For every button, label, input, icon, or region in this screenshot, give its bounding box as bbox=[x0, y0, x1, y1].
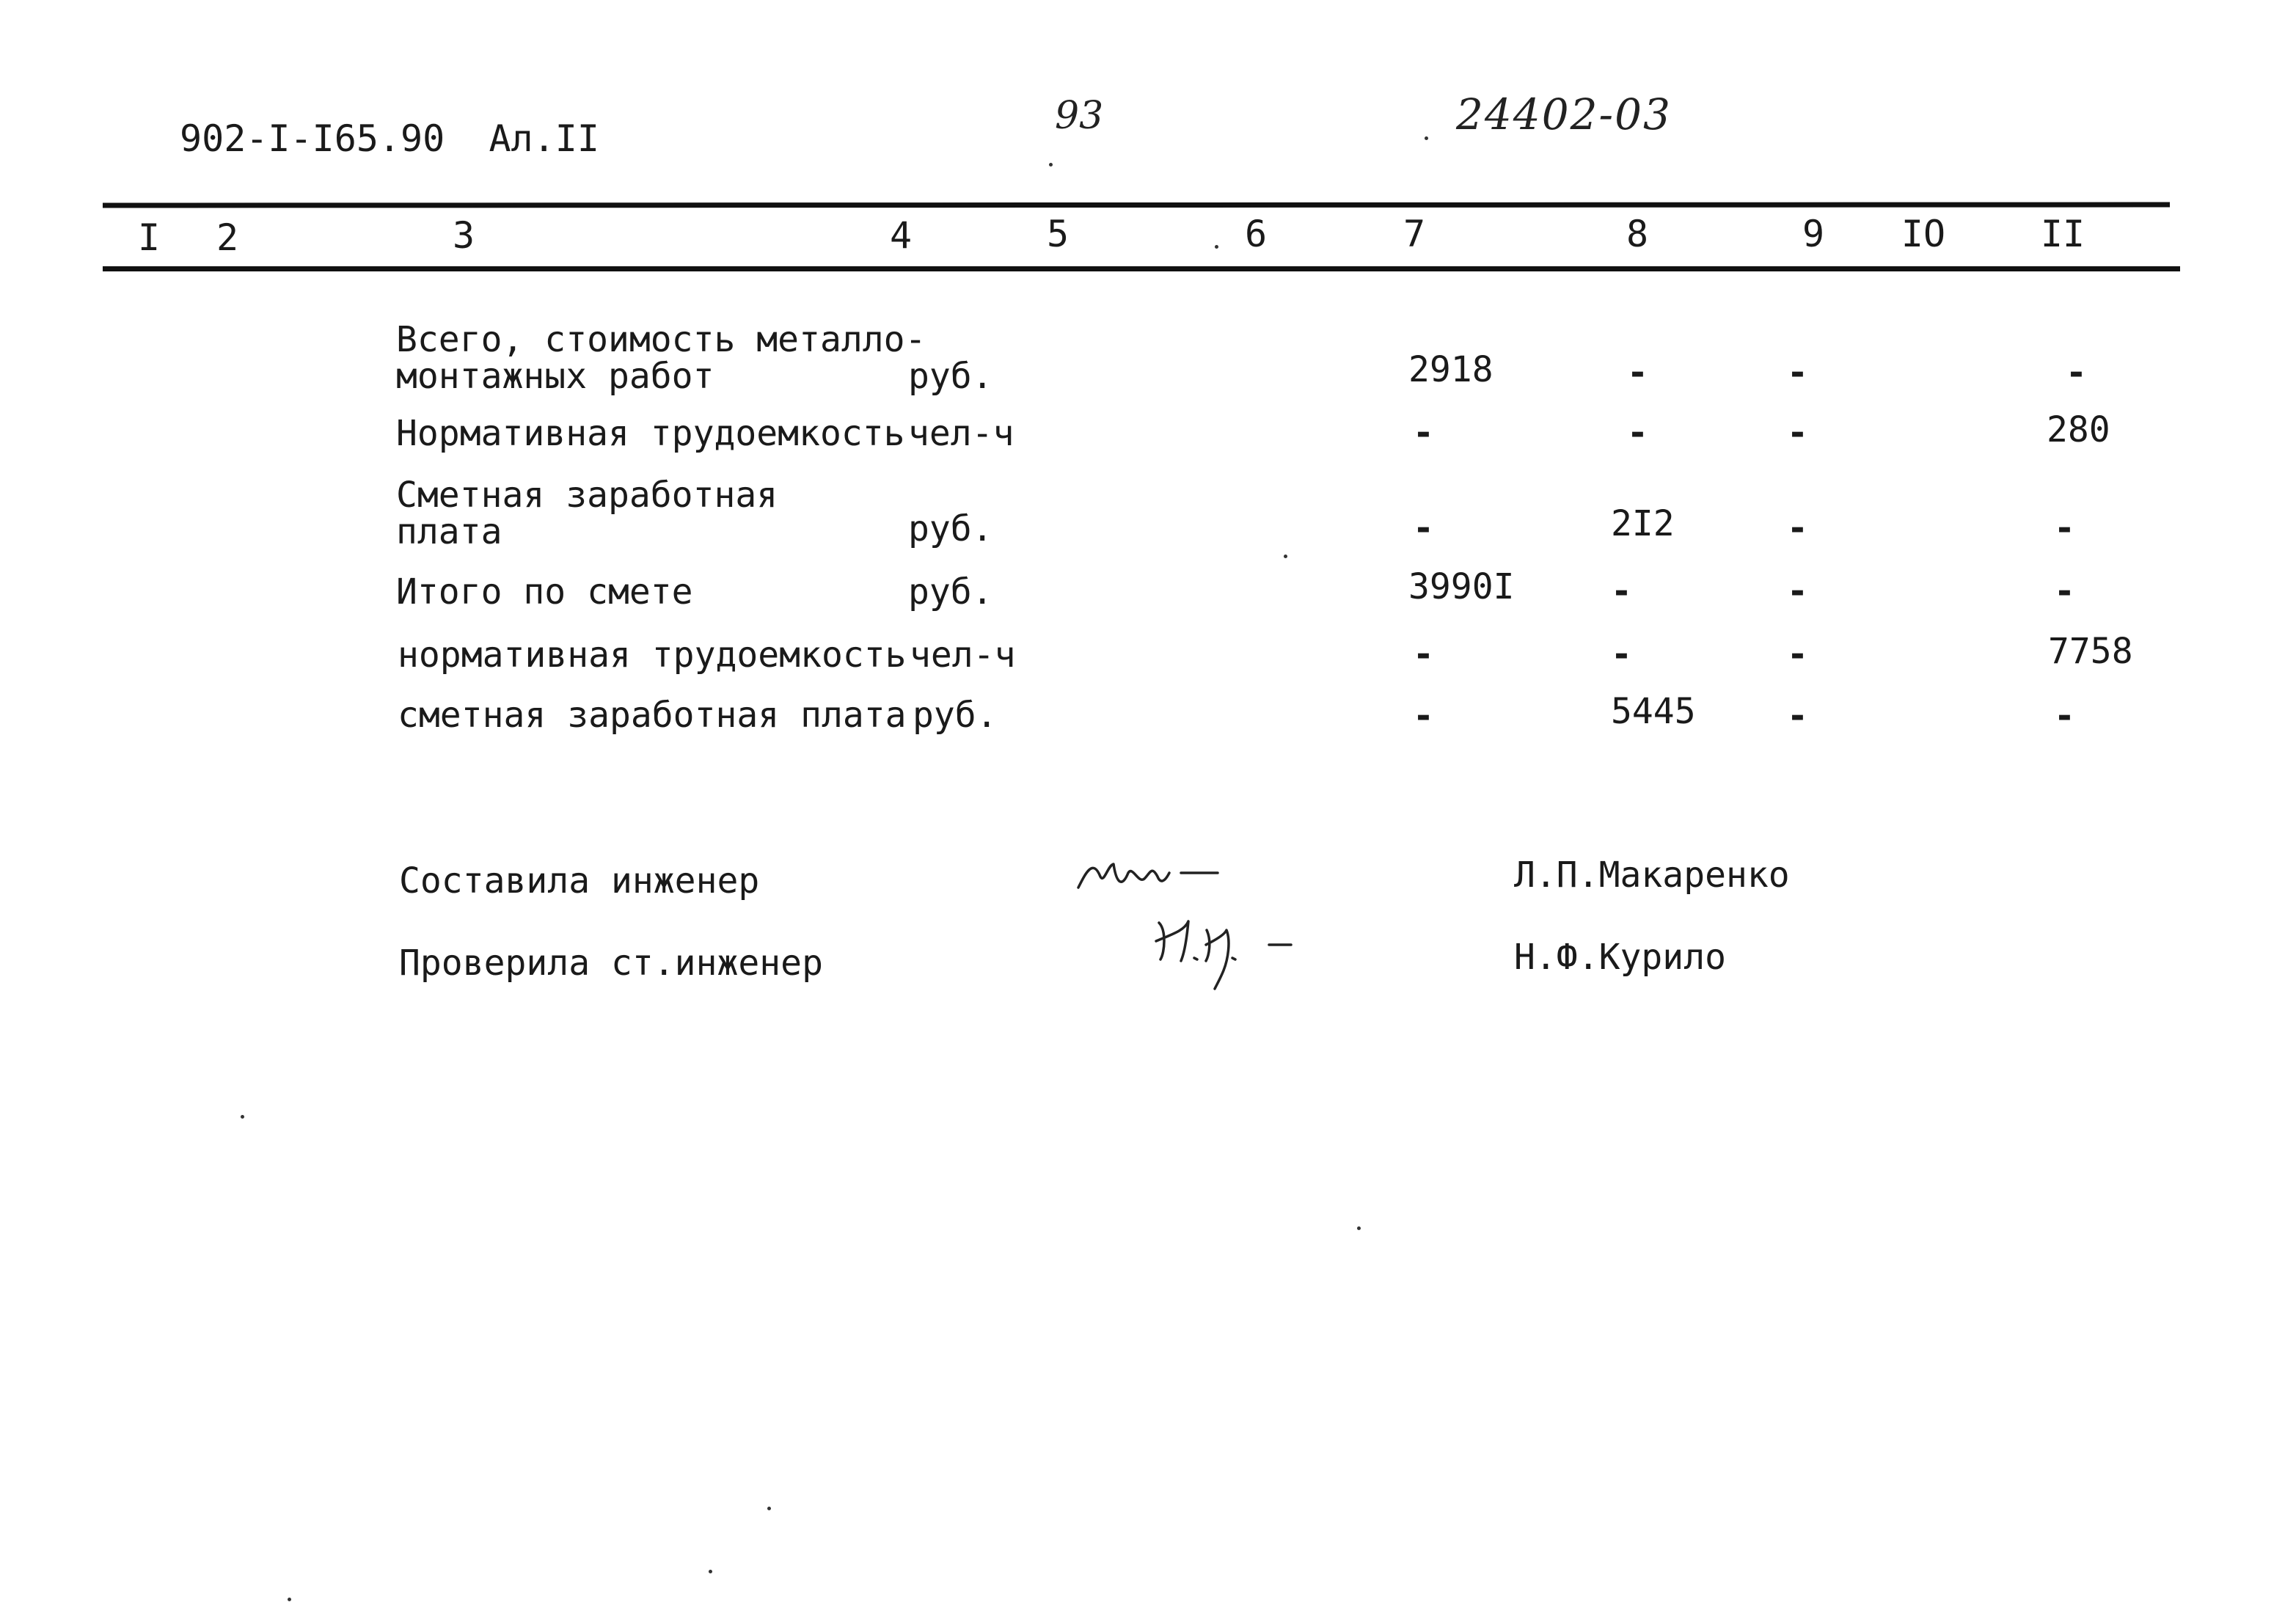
cell-col8: - bbox=[1627, 412, 1648, 453]
page-number: 93 bbox=[1055, 94, 1104, 138]
cell-col8: - bbox=[1611, 571, 1632, 612]
column-number: 9 bbox=[1802, 213, 1825, 255]
row-name-line: нормативная трудоемкость bbox=[398, 634, 907, 676]
row-name-line: сметная заработная плата bbox=[398, 695, 907, 736]
row-name bbox=[396, 415, 905, 452]
checked-by-label: Проверила ст.инженер bbox=[399, 943, 823, 984]
column-number: IO bbox=[1901, 213, 1946, 255]
checked-by-name: Н.Ф.Курило bbox=[1514, 937, 1726, 978]
cell-col11: 7758 bbox=[2048, 631, 2133, 672]
document-designation bbox=[180, 117, 599, 160]
column-number: 2 bbox=[216, 216, 239, 259]
cell-col8: 5445 bbox=[1611, 691, 1696, 732]
row-name bbox=[396, 477, 778, 550]
cell-col9: - bbox=[1787, 695, 1808, 736]
cell-col9: - bbox=[1787, 352, 1808, 393]
row-name bbox=[396, 321, 926, 395]
scan-speck bbox=[241, 1115, 244, 1119]
scan-speck bbox=[1357, 1226, 1361, 1230]
compiled-by-name: Л.П.Макаренко bbox=[1514, 855, 1790, 896]
column-number: II bbox=[2040, 213, 2085, 255]
row-name-line: Сметная заработная bbox=[396, 475, 778, 516]
archive-number: 24402-03 bbox=[1456, 89, 1672, 139]
cell-col11: - bbox=[2066, 352, 2087, 393]
column-number: 7 bbox=[1403, 213, 1426, 255]
cell-col11: - bbox=[2054, 571, 2075, 612]
scan-speck bbox=[288, 1598, 291, 1601]
cell-col7: - bbox=[1413, 634, 1434, 675]
scan-speck bbox=[1215, 245, 1218, 249]
handwritten-signature-checked bbox=[1144, 901, 1320, 996]
cell-col8: - bbox=[1611, 634, 1632, 675]
cell-col7: - bbox=[1413, 412, 1434, 453]
row-name bbox=[398, 697, 907, 734]
cell-col7: - bbox=[1413, 508, 1434, 549]
designation-code: 902-I-I65.90 bbox=[180, 117, 445, 160]
row-name-line: плата bbox=[396, 511, 502, 552]
scan-speck bbox=[1284, 555, 1287, 558]
table-bottom-rule bbox=[103, 266, 2180, 271]
row-unit: руб. bbox=[908, 356, 993, 397]
cell-col7: 3990I bbox=[1408, 566, 1515, 607]
row-name-line: Всего, стоимость металло- bbox=[396, 319, 926, 360]
handwritten-signature-compiled bbox=[1071, 844, 1232, 910]
compiled-by-label: Составила инженер bbox=[399, 860, 760, 901]
cell-col7: 2918 bbox=[1408, 349, 1494, 390]
row-unit: чел-ч bbox=[908, 413, 1014, 454]
row-unit: чел-ч bbox=[910, 634, 1016, 676]
column-number: 6 bbox=[1244, 213, 1268, 255]
row-unit: руб. bbox=[908, 508, 993, 549]
scan-speck bbox=[709, 1570, 712, 1573]
row-name-line: Нормативная трудоемкость bbox=[396, 413, 905, 454]
scan-speck bbox=[1049, 163, 1053, 167]
cell-col9: - bbox=[1787, 571, 1808, 612]
album-label: Ал.II bbox=[489, 117, 599, 160]
row-unit: руб. bbox=[913, 695, 998, 736]
cell-col11: 280 bbox=[2047, 409, 2110, 450]
column-number: 5 bbox=[1046, 213, 1070, 255]
cell-col11: - bbox=[2054, 695, 2075, 736]
cell-col9: - bbox=[1787, 412, 1808, 453]
cell-col8: 2I2 bbox=[1611, 503, 1675, 544]
scan-speck bbox=[767, 1507, 771, 1510]
cell-col9: - bbox=[1787, 634, 1808, 675]
cell-col11: - bbox=[2054, 508, 2075, 549]
row-name bbox=[396, 571, 693, 612]
row-name bbox=[398, 634, 907, 676]
cell-col7: - bbox=[1413, 695, 1434, 736]
table-top-rule bbox=[103, 202, 2170, 208]
column-number: I bbox=[137, 216, 161, 259]
row-name-line: монтажных работ bbox=[396, 356, 714, 397]
row-unit: руб. bbox=[908, 571, 993, 612]
column-number: 3 bbox=[452, 214, 475, 257]
cell-col8: - bbox=[1627, 352, 1648, 393]
scan-speck bbox=[1425, 136, 1428, 140]
column-number: 8 bbox=[1626, 213, 1649, 255]
row-name-line: Итого по смете bbox=[396, 571, 693, 612]
column-number: 4 bbox=[889, 214, 913, 257]
cell-col9: - bbox=[1787, 508, 1808, 549]
